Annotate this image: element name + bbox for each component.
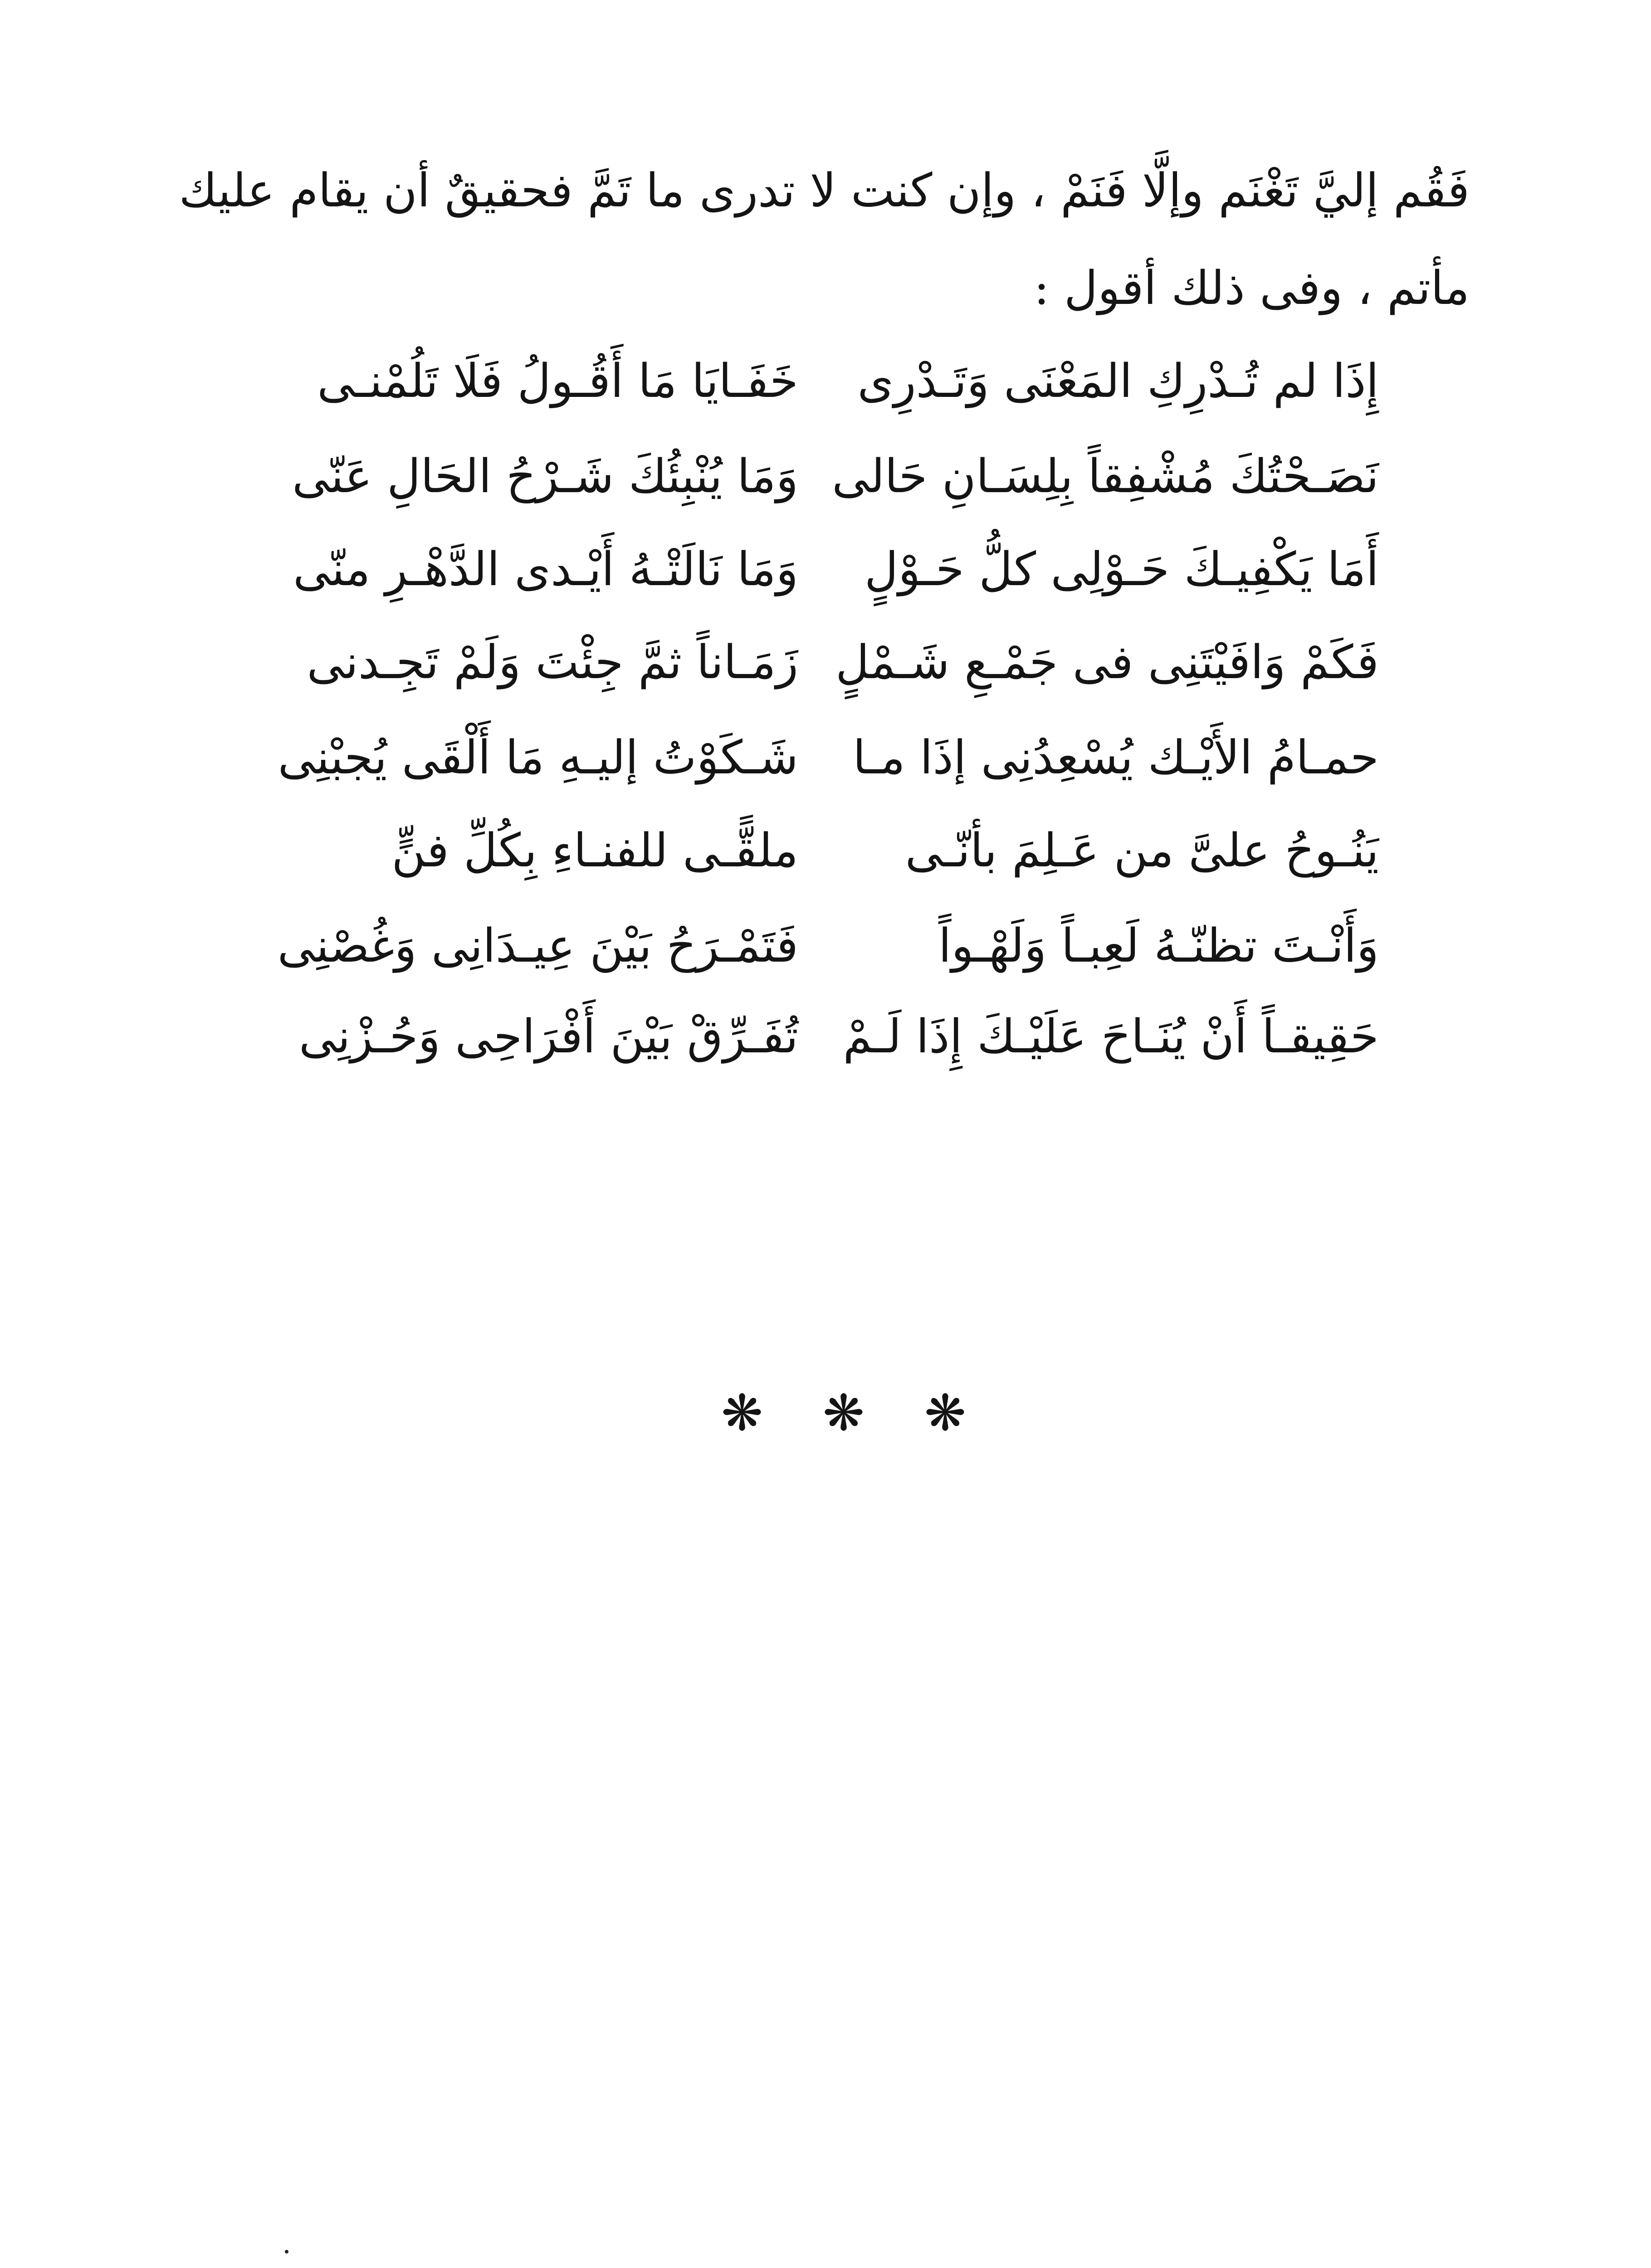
verse-4-first-hemistich: فَكَمْ وَافَيْتَنِى فى جَمْـعِ شَـمْلٍ bbox=[835, 635, 1379, 689]
verse-2-first-hemistich: نَصَـحْتُكَ مُشْفِقاً بِلِسَـانِ حَالى bbox=[832, 450, 1379, 503]
verse-2-second-hemistich: وَمَا يُنْبِئُكَ شَـرْحُ الحَالِ عَنّى bbox=[292, 450, 798, 503]
verse-3-first-hemistich: أَمَا يَكْفِيـكَ حَـوْلِى كلُّ حَـوْلٍ bbox=[865, 543, 1379, 596]
asterism-mark: ❋ bbox=[822, 1384, 865, 1442]
verse-5-first-hemistich: حمـامُ الأَيْـك يُسْعِدُنِى إذَا مـا bbox=[853, 731, 1379, 785]
verse-8-second-hemistich: تُفَـرِّقْ بَيْنَ أَفْرَاحِى وَحُـزْنِى bbox=[298, 1010, 798, 1064]
verse-1-second-hemistich: خَفَـايَا مَا أَقُـولُ فَلَا تَلُمْنـى bbox=[317, 354, 798, 408]
verse-6-first-hemistich: يَنُـوحُ علىَّ من عَـلِمَ بأنّـى bbox=[905, 824, 1379, 878]
prose-line-1: فَقُم إليَّ تَغْنَم وإلَّا فَنَمْ ، وإن كنت لا تدرى ما تَمَّ فحقيقٌ أن يقام عليك bbox=[179, 164, 1470, 218]
verse-8-first-hemistich: حَقِيقـاً أَنْ يُنَـاحَ عَلَيْـكَ إِذَا لَـمْ bbox=[843, 1010, 1379, 1064]
verse-7-first-hemistich: وَأَنْـتَ تظنّـهُ لَعِبـاً وَلَهْـواً bbox=[938, 919, 1379, 973]
asterism-mark: ❋ bbox=[721, 1384, 763, 1442]
print-speck bbox=[285, 2250, 288, 2253]
verse-7-second-hemistich: فَتَمْـرَحُ بَيْنَ عِيـدَانِى وَغُصْنِى bbox=[277, 919, 798, 973]
prose-line-2: مأتم ، وفى ذلك أقول : bbox=[1034, 261, 1470, 315]
verse-3-second-hemistich: وَمَا نَالَتْـهُ أَيْـدى الدَّهْـرِ منّى bbox=[293, 543, 798, 596]
verse-4-second-hemistich: زَمَـاناً ثمَّ جِئْتَ وَلَمْ تَجِـدنى bbox=[307, 635, 798, 689]
asterism-mark: ❋ bbox=[924, 1384, 966, 1442]
verse-6-second-hemistich: ملقًّـى للفنـاءِ بِكُلِّ فنٍّ bbox=[391, 824, 798, 878]
verse-5-second-hemistich: شَـكَوْتُ إليـهِ مَا أَلْقَى يُجبْنِى bbox=[278, 731, 798, 785]
section-separator bbox=[721, 1384, 966, 1442]
verse-1-first-hemistich: إِذَا لم تُـدْرِكِ المَعْنَى وَتَـدْرِى bbox=[857, 354, 1379, 408]
